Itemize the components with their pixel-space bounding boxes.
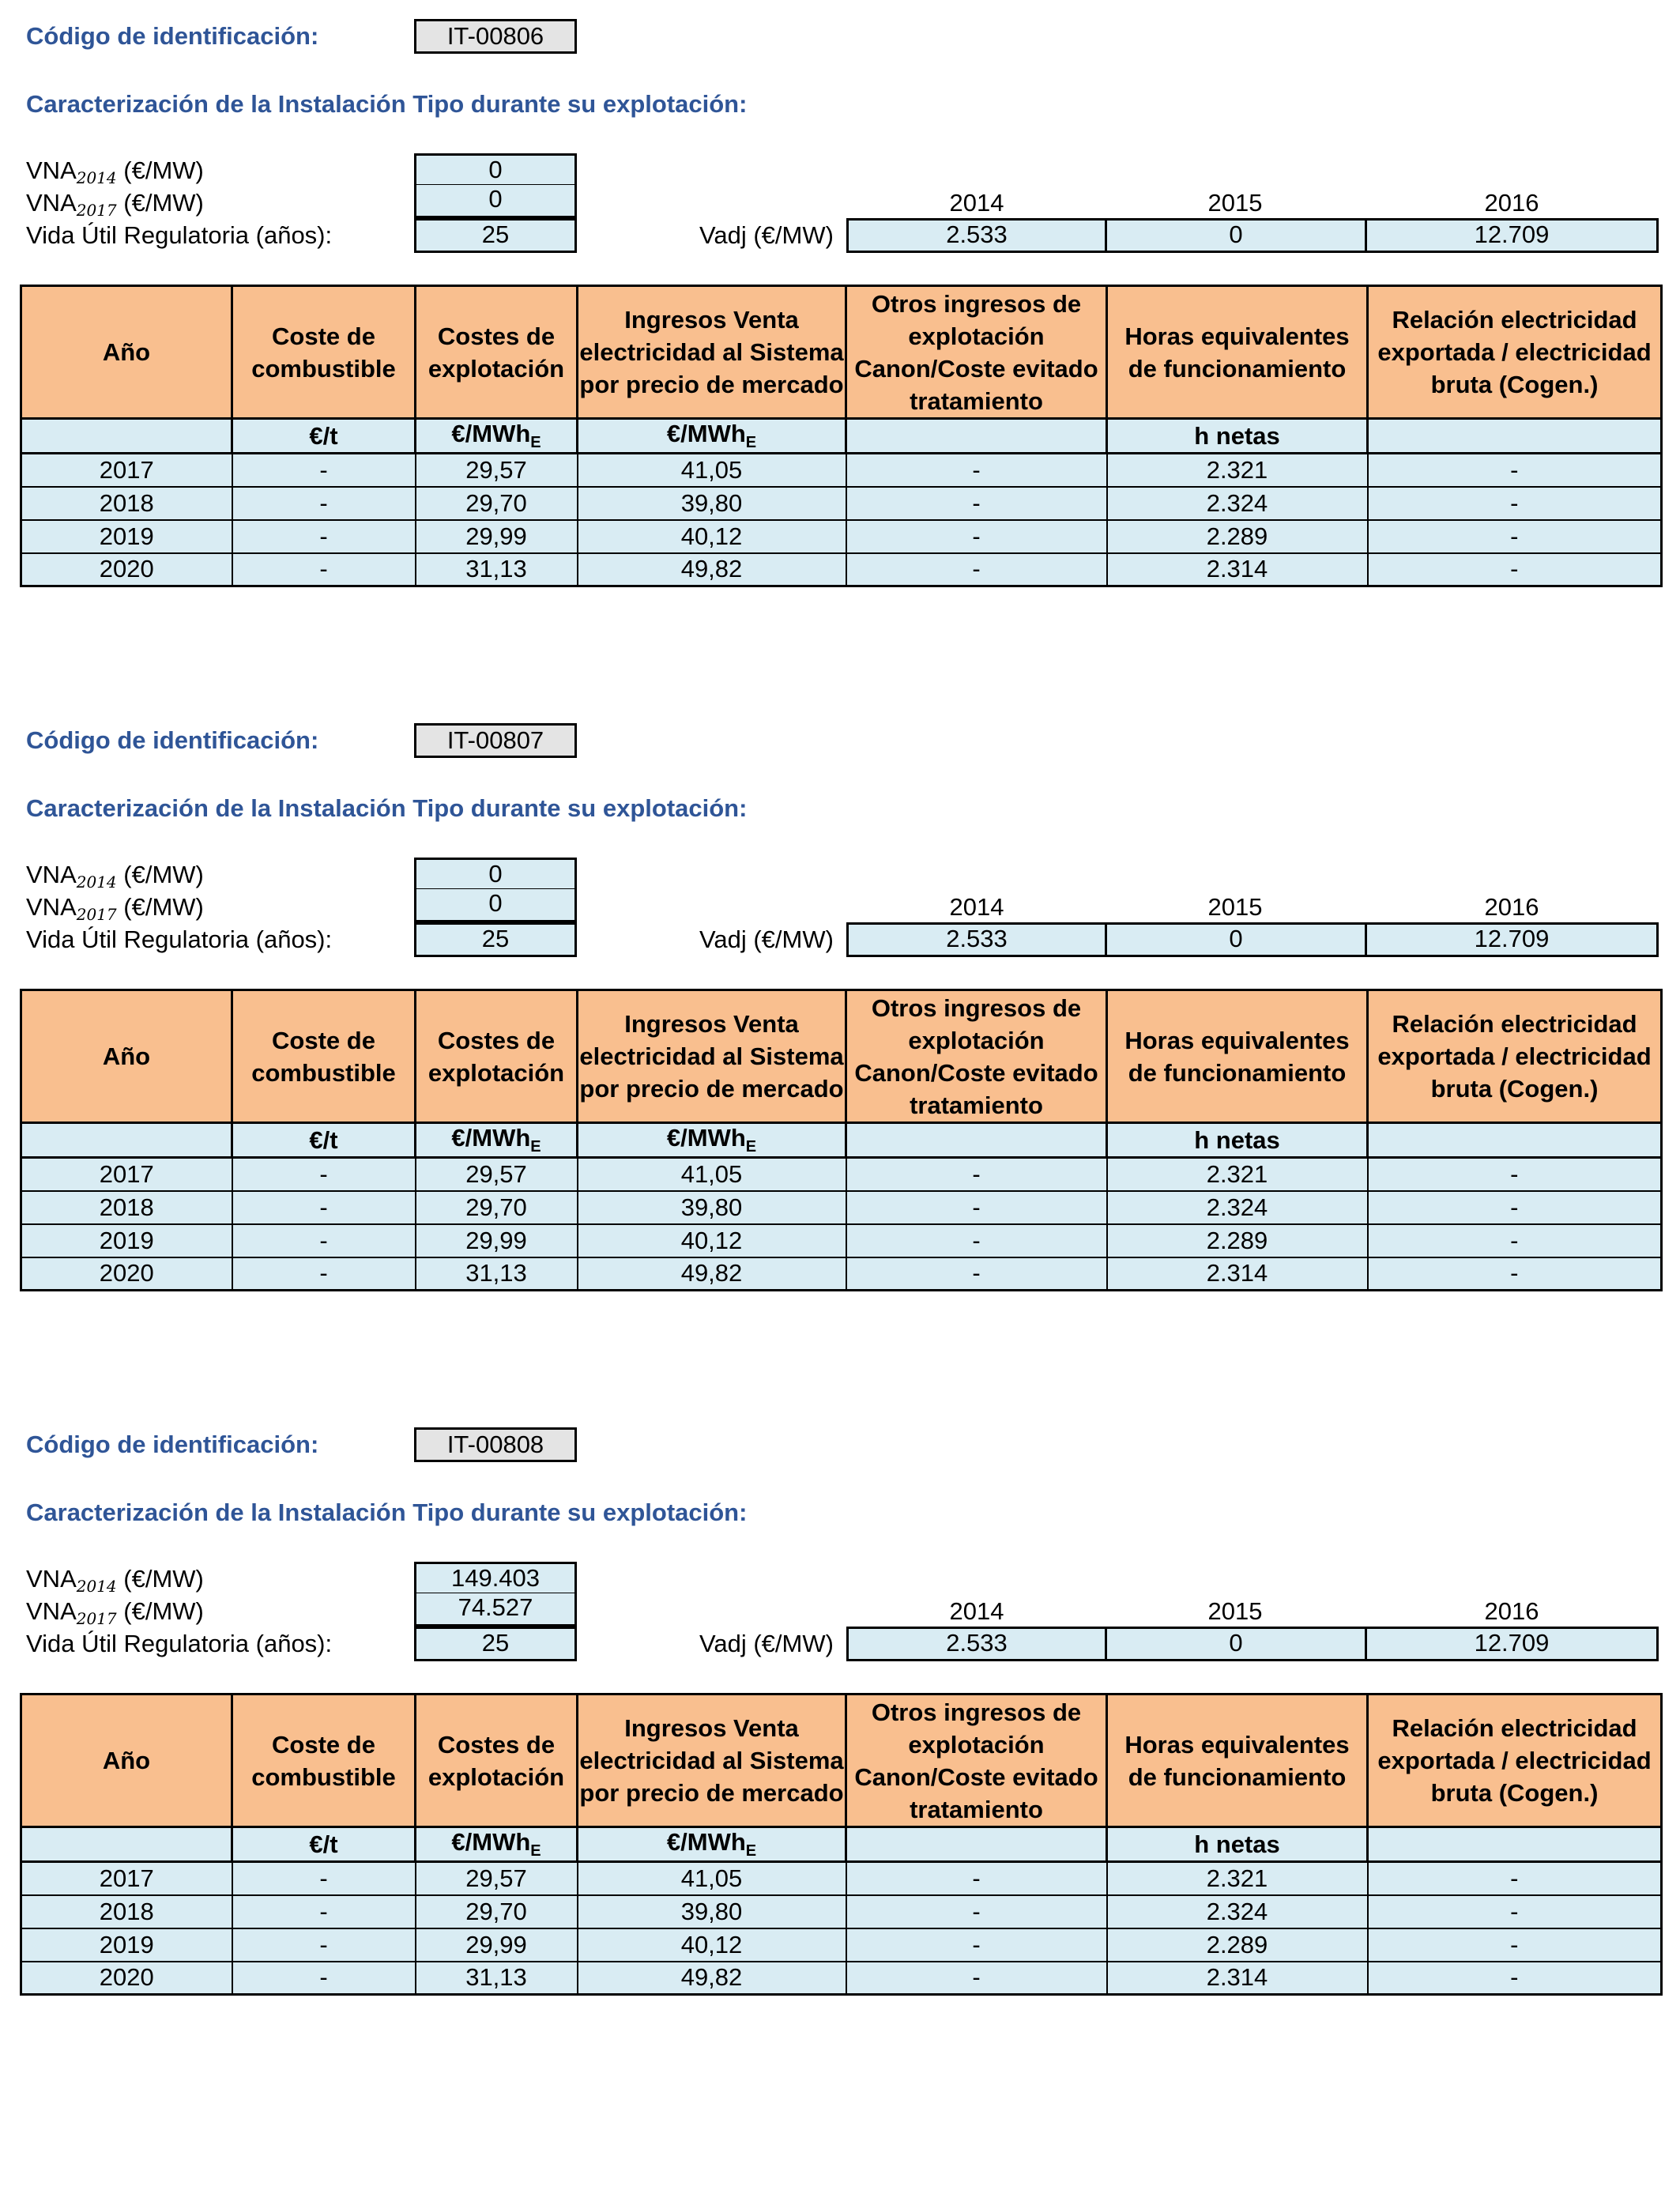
table-cell: 39,80 bbox=[578, 1895, 846, 1928]
unit-otros-ingresos bbox=[846, 1827, 1107, 1862]
table-row bbox=[21, 520, 1662, 553]
table-cell: 2.321 bbox=[1107, 1158, 1368, 1191]
table-cell: - bbox=[232, 1862, 416, 1895]
table-cell: 29,70 bbox=[416, 1895, 578, 1928]
table-cell: - bbox=[232, 487, 416, 520]
codigo-label: Código de identificación: bbox=[26, 1431, 319, 1458]
unit-horas: h netas bbox=[1107, 419, 1368, 454]
table-cell: 2.289 bbox=[1107, 1928, 1368, 1962]
table-cell: 40,12 bbox=[578, 1928, 846, 1962]
table-cell: 29,57 bbox=[416, 1158, 578, 1191]
table-cell: 29,57 bbox=[416, 1862, 578, 1895]
table-cell: 29,70 bbox=[416, 1191, 578, 1224]
table-cell: - bbox=[232, 553, 416, 586]
table-cell: - bbox=[846, 1962, 1107, 1995]
table-units-row bbox=[21, 1827, 1662, 1862]
vadj-year-2015: 2015 bbox=[1207, 1597, 1263, 1625]
table-cell: 2.321 bbox=[1107, 1862, 1368, 1895]
vadj-2015-value: 0 bbox=[1105, 1627, 1367, 1661]
table-cell: - bbox=[1368, 1895, 1662, 1928]
table-body bbox=[21, 1862, 1662, 1995]
header-relacion-electricidad: Relación electricidad exportada / electricidad bruta (Cogen.) bbox=[1368, 286, 1662, 419]
header-ano: Año bbox=[21, 990, 232, 1123]
table-cell: 41,05 bbox=[578, 1862, 846, 1895]
table-row bbox=[21, 1191, 1662, 1224]
table-cell: - bbox=[232, 1224, 416, 1257]
economic-data-table bbox=[20, 1693, 1663, 1996]
table-cell: 2.314 bbox=[1107, 1962, 1368, 1995]
header-horas-equivalentes: Horas equivalentes de funcionamiento bbox=[1107, 286, 1368, 419]
unit-relacion bbox=[1368, 419, 1662, 454]
code-field: IT-00807 bbox=[414, 723, 577, 758]
installation-section-1 bbox=[0, 0, 1680, 601]
header-horas-equivalentes: Horas equivalentes de funcionamiento bbox=[1107, 1695, 1368, 1827]
table-cell: - bbox=[1368, 1862, 1662, 1895]
table-cell: 40,12 bbox=[578, 1224, 846, 1257]
table-body bbox=[21, 454, 1662, 586]
table-cell: - bbox=[846, 553, 1107, 586]
table-cell: 29,99 bbox=[416, 1224, 578, 1257]
unit-coste-combustible: €/t bbox=[232, 419, 416, 454]
header-costes-explotacion: Costes de explotación bbox=[416, 1695, 578, 1827]
header-costes-explotacion: Costes de explotación bbox=[416, 286, 578, 419]
header-coste-combustible: Coste de combustible bbox=[232, 990, 416, 1123]
caracterizacion-heading: Caracterización de la Instalación Tipo durante su explotación: bbox=[26, 794, 748, 822]
vna2017-value: 0 bbox=[414, 185, 577, 218]
table-cell: 29,99 bbox=[416, 520, 578, 553]
table-cell: 2.324 bbox=[1107, 1191, 1368, 1224]
unit-ano bbox=[21, 1827, 232, 1862]
table-row bbox=[21, 454, 1662, 487]
table-cell: - bbox=[846, 1158, 1107, 1191]
unit-horas: h netas bbox=[1107, 1827, 1368, 1862]
vna2017-label: $VNA_{2017}$ (€/MW) bbox=[26, 1597, 204, 1628]
vadj-2014-value: 2.533 bbox=[846, 1627, 1107, 1661]
vna2014-label: $VNA_{2014}$ (€/MW) bbox=[26, 1565, 204, 1596]
vna2014-value: 0 bbox=[414, 858, 577, 891]
vida-util-label: Vida Útil Regulatoria (años): bbox=[26, 925, 333, 953]
table-cell: - bbox=[232, 454, 416, 487]
table-cell: 2.321 bbox=[1107, 454, 1368, 487]
table-cell: - bbox=[232, 1191, 416, 1224]
code-field: IT-00808 bbox=[414, 1427, 577, 1462]
table-row bbox=[21, 1257, 1662, 1291]
codigo-label: Código de identificación: bbox=[26, 22, 319, 50]
table-cell: 49,82 bbox=[578, 1962, 846, 1995]
unit-costes-explotacion: €/MWh$_E$ bbox=[416, 1123, 578, 1158]
codigo-label: Código de identificación: bbox=[26, 726, 319, 754]
table-row bbox=[21, 1224, 1662, 1257]
vida-util-value: 25 bbox=[414, 218, 577, 253]
unit-coste-combustible: €/t bbox=[232, 1123, 416, 1158]
table-cell: 31,13 bbox=[416, 1257, 578, 1291]
header-otros-ingresos: Otros ingresos de explotación Canon/Coste evitado tratamiento bbox=[846, 286, 1107, 419]
economic-data-table bbox=[20, 989, 1663, 1291]
table-cell: - bbox=[846, 1257, 1107, 1291]
vadj-2016-value: 12.709 bbox=[1365, 1627, 1659, 1661]
vadj-year-2014: 2014 bbox=[949, 893, 1004, 921]
table-cell: - bbox=[846, 454, 1107, 487]
table-cell: - bbox=[846, 1895, 1107, 1928]
vna2017-value: 74.527 bbox=[414, 1593, 577, 1627]
header-horas-equivalentes: Horas equivalentes de funcionamiento bbox=[1107, 990, 1368, 1123]
table-cell: 49,82 bbox=[578, 1257, 846, 1291]
table-cell: 2019 bbox=[21, 520, 232, 553]
vadj-2015-value: 0 bbox=[1105, 922, 1367, 957]
table-cell: - bbox=[1368, 1224, 1662, 1257]
table-cell: - bbox=[232, 1962, 416, 1995]
vna2014-label: $VNA_{2014}$ (€/MW) bbox=[26, 861, 204, 892]
table-cell: 2.324 bbox=[1107, 1895, 1368, 1928]
code-field: IT-00806 bbox=[414, 19, 577, 54]
header-ano: Año bbox=[21, 286, 232, 419]
table-cell: 2.289 bbox=[1107, 1224, 1368, 1257]
vadj-year-2015: 2015 bbox=[1207, 893, 1263, 921]
vadj-2015-value: 0 bbox=[1105, 218, 1367, 253]
vida-util-value: 25 bbox=[414, 922, 577, 957]
table-cell: - bbox=[1368, 553, 1662, 586]
table-cell: - bbox=[232, 1895, 416, 1928]
header-coste-combustible: Coste de combustible bbox=[232, 286, 416, 419]
table-cell: 2019 bbox=[21, 1928, 232, 1962]
header-ingresos-venta: Ingresos Venta electricidad al Sistema por precio de mercado bbox=[578, 1695, 846, 1827]
unit-otros-ingresos bbox=[846, 1123, 1107, 1158]
table-cell: 2019 bbox=[21, 1224, 232, 1257]
table-cell: 31,13 bbox=[416, 553, 578, 586]
vadj-year-2015: 2015 bbox=[1207, 189, 1263, 217]
table-cell: - bbox=[846, 1191, 1107, 1224]
vida-util-label: Vida Útil Regulatoria (años): bbox=[26, 221, 333, 249]
table-cell: 2018 bbox=[21, 1191, 232, 1224]
table-units-row bbox=[21, 419, 1662, 454]
vna2014-value: 0 bbox=[414, 153, 577, 187]
table-cell: 2017 bbox=[21, 1158, 232, 1191]
table-cell: 2017 bbox=[21, 1862, 232, 1895]
table-cell: - bbox=[846, 1224, 1107, 1257]
unit-ingresos-venta: €/MWh$_E$ bbox=[578, 419, 846, 454]
vadj-2016-value: 12.709 bbox=[1365, 922, 1659, 957]
unit-coste-combustible: €/t bbox=[232, 1827, 416, 1862]
caracterizacion-heading: Caracterización de la Instalación Tipo durante su explotación: bbox=[26, 90, 748, 118]
vna2014-value: 149.403 bbox=[414, 1562, 577, 1595]
table-cell: 49,82 bbox=[578, 553, 846, 586]
header-ingresos-venta: Ingresos Venta electricidad al Sistema por precio de mercado bbox=[578, 990, 846, 1123]
table-cell: - bbox=[846, 1862, 1107, 1895]
vadj-year-2016: 2016 bbox=[1484, 189, 1539, 217]
table-cell: 2.314 bbox=[1107, 1257, 1368, 1291]
unit-relacion bbox=[1368, 1123, 1662, 1158]
economic-data-table bbox=[20, 285, 1663, 587]
header-ingresos-venta: Ingresos Venta electricidad al Sistema por precio de mercado bbox=[578, 286, 846, 419]
header-coste-combustible: Coste de combustible bbox=[232, 1695, 416, 1827]
header-otros-ingresos: Otros ingresos de explotación Canon/Coste evitado tratamiento bbox=[846, 990, 1107, 1123]
table-cell: - bbox=[1368, 1158, 1662, 1191]
table-row bbox=[21, 1928, 1662, 1962]
table-cell: 41,05 bbox=[578, 1158, 846, 1191]
table-cell: - bbox=[1368, 1191, 1662, 1224]
table-row bbox=[21, 1158, 1662, 1191]
table-cell: - bbox=[232, 1257, 416, 1291]
table-body bbox=[21, 1158, 1662, 1291]
table-cell: 2.324 bbox=[1107, 487, 1368, 520]
unit-costes-explotacion: €/MWh$_E$ bbox=[416, 1827, 578, 1862]
table-header-row bbox=[21, 286, 1662, 419]
table-cell: 2018 bbox=[21, 1895, 232, 1928]
vna2017-label: $VNA_{2017}$ (€/MW) bbox=[26, 893, 204, 924]
table-cell: 2.314 bbox=[1107, 553, 1368, 586]
unit-costes-explotacion: €/MWh$_E$ bbox=[416, 419, 578, 454]
unit-relacion bbox=[1368, 1827, 1662, 1862]
vadj-year-2016: 2016 bbox=[1484, 1597, 1539, 1625]
vida-util-label: Vida Útil Regulatoria (años): bbox=[26, 1630, 333, 1657]
table-cell: 29,70 bbox=[416, 487, 578, 520]
vida-util-value: 25 bbox=[414, 1627, 577, 1661]
unit-otros-ingresos bbox=[846, 419, 1107, 454]
table-header-row bbox=[21, 990, 1662, 1123]
vadj-2014-value: 2.533 bbox=[846, 218, 1107, 253]
table-cell: - bbox=[1368, 454, 1662, 487]
vadj-2014-value: 2.533 bbox=[846, 922, 1107, 957]
vna2017-label: $VNA_{2017}$ (€/MW) bbox=[26, 189, 204, 220]
header-relacion-electricidad: Relación electricidad exportada / electricidad bruta (Cogen.) bbox=[1368, 1695, 1662, 1827]
table-cell: - bbox=[1368, 520, 1662, 553]
table-cell: 31,13 bbox=[416, 1962, 578, 1995]
table-cell: - bbox=[232, 1158, 416, 1191]
table-header-row bbox=[21, 1695, 1662, 1827]
unit-ano bbox=[21, 1123, 232, 1158]
table-cell: - bbox=[1368, 1928, 1662, 1962]
caracterizacion-heading: Caracterización de la Instalación Tipo durante su explotación: bbox=[26, 1498, 748, 1526]
header-otros-ingresos: Otros ingresos de explotación Canon/Coste evitado tratamiento bbox=[846, 1695, 1107, 1827]
table-cell: - bbox=[1368, 487, 1662, 520]
table-cell: 2020 bbox=[21, 553, 232, 586]
table-cell: - bbox=[1368, 1257, 1662, 1291]
vna2014-label: $VNA_{2014}$ (€/MW) bbox=[26, 156, 204, 187]
table-units-row bbox=[21, 1123, 1662, 1158]
vadj-year-2014: 2014 bbox=[949, 189, 1004, 217]
table-cell: - bbox=[232, 1928, 416, 1962]
table-cell: - bbox=[232, 520, 416, 553]
unit-horas: h netas bbox=[1107, 1123, 1368, 1158]
installation-section-3 bbox=[0, 1408, 1680, 2009]
unit-ano bbox=[21, 419, 232, 454]
vadj-year-2014: 2014 bbox=[949, 1597, 1004, 1625]
vadj-label: Vadj (€/MW) bbox=[699, 925, 834, 953]
table-cell: 29,57 bbox=[416, 454, 578, 487]
table-cell: 2.289 bbox=[1107, 520, 1368, 553]
table-row bbox=[21, 553, 1662, 586]
table-cell: 39,80 bbox=[578, 487, 846, 520]
table-cell: - bbox=[846, 520, 1107, 553]
table-cell: 40,12 bbox=[578, 520, 846, 553]
table-cell: 39,80 bbox=[578, 1191, 846, 1224]
vadj-label: Vadj (€/MW) bbox=[699, 221, 834, 249]
header-costes-explotacion: Costes de explotación bbox=[416, 990, 578, 1123]
table-cell: 2018 bbox=[21, 487, 232, 520]
table-cell: 2017 bbox=[21, 454, 232, 487]
table-cell: 29,99 bbox=[416, 1928, 578, 1962]
unit-ingresos-venta: €/MWh$_E$ bbox=[578, 1827, 846, 1862]
header-relacion-electricidad: Relación electricidad exportada / electricidad bruta (Cogen.) bbox=[1368, 990, 1662, 1123]
table-cell: 2020 bbox=[21, 1257, 232, 1291]
table-cell: 2020 bbox=[21, 1962, 232, 1995]
table-cell: - bbox=[846, 1928, 1107, 1962]
vadj-year-2016: 2016 bbox=[1484, 893, 1539, 921]
table-row bbox=[21, 1962, 1662, 1995]
vna2017-value: 0 bbox=[414, 889, 577, 922]
table-cell: - bbox=[846, 487, 1107, 520]
vadj-2016-value: 12.709 bbox=[1365, 218, 1659, 253]
installation-section-2 bbox=[0, 704, 1680, 1305]
table-cell: - bbox=[1368, 1962, 1662, 1995]
vadj-label: Vadj (€/MW) bbox=[699, 1630, 834, 1657]
header-ano: Año bbox=[21, 1695, 232, 1827]
table-cell: 41,05 bbox=[578, 454, 846, 487]
unit-ingresos-venta: €/MWh$_E$ bbox=[578, 1123, 846, 1158]
table-row bbox=[21, 1862, 1662, 1895]
table-row bbox=[21, 487, 1662, 520]
table-row bbox=[21, 1895, 1662, 1928]
